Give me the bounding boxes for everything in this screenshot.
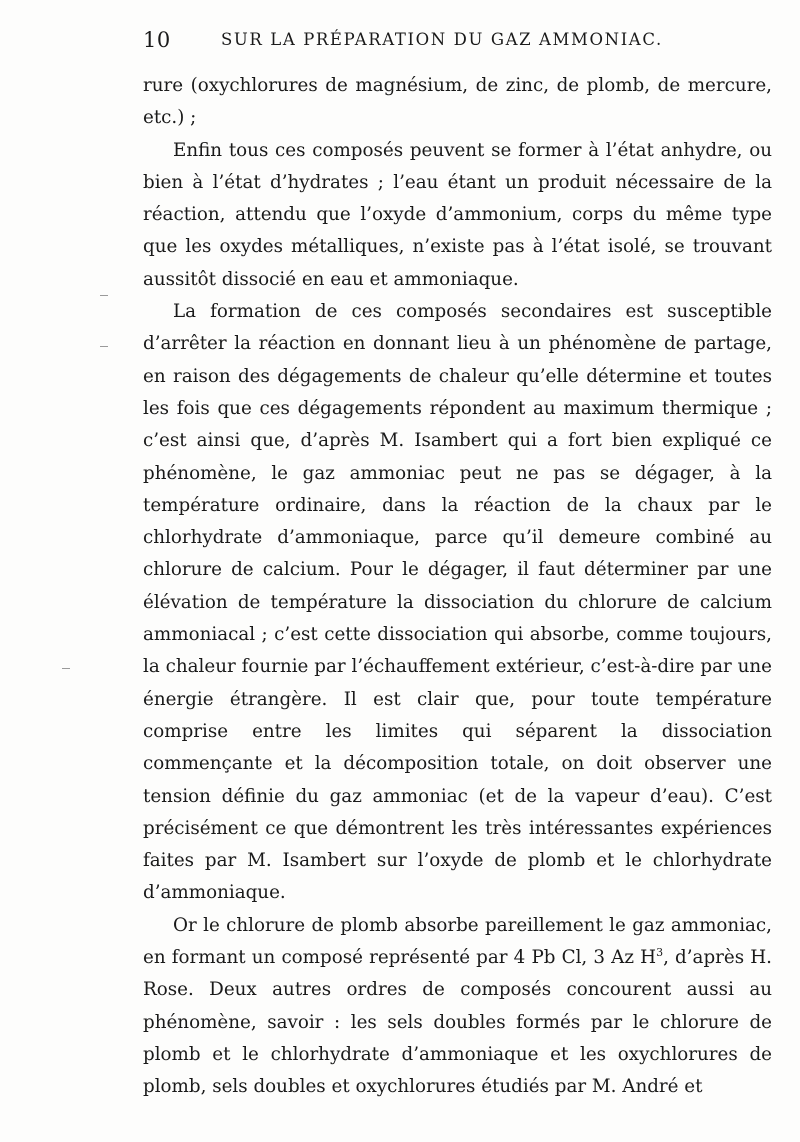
running-title: SUR LA PRÉPARATION DU GAZ AMMONIAC. <box>221 30 663 49</box>
paragraph <box>143 910 772 1104</box>
page-number: 10 <box>143 28 171 52</box>
margin-mark <box>100 346 108 347</box>
paragraph: rure (oxychlorures de magnésium, de zinc, de plomb, de mercure, etc.) ; <box>143 75 772 129</box>
body-text <box>143 70 772 1104</box>
paragraph-text: Or le chlorure de plomb absorbe pareillement le gaz ammoniac, en formant un composé représenté par 4 Pb Cl, 3 Az H <box>143 914 772 969</box>
paragraph: Enfin tous ces composés peuvent se former à l’état anhydre, ou bien à l’état d’hydrates ; l’eau étant un produit nécessaire de la réaction, attendu que l’oxyde d’ammonium, corps du même type que les oxydes métalliques, n’existe pas à l’état isolé, se trouvant aussitôt dissocié en eau et ammoniaque. <box>143 139 772 290</box>
superscript: 3 <box>656 945 664 959</box>
margin-mark <box>62 668 70 669</box>
running-head <box>143 28 683 58</box>
margin-mark <box>100 295 108 296</box>
paragraph-text: , d’après H. Rose. Deux autres ordres de composés concourent aussi au phénomène, savoir : les sels doubles formés par le chlorure de plomb et le chlorhydrate d’ammoniaque et les oxychlorures de plomb, sels doubles et oxychlorures étudiés par M. André et <box>143 947 772 1098</box>
paragraph: La formation de ces composés secondaires est susceptible d’arrêter la réaction en donnant lieu à un phénomène de partage, en raison des dégagements de chaleur qu’elle détermine et toutes les fois que ces dégagements répondent au maximum thermique ; c’est ainsi que, d’après M. Isambert qui a fort bien expliqué ce phénomène, le gaz ammoniac peut ne pas se dégager, à la température ordinaire, dans la réaction de la chaux par le chlorhydrate d’ammoniaque, parce qu’il demeure combiné au chlorure de calcium. Pour le dégager, il faut déterminer par une élévation de température la dissociation du chlorure de calcium ammoniacal ; c’est cette dissociation qui absorbe, comme toujours, la chaleur fournie par l’échauffement extérieur, c’est-à-dire par une énergie étrangère. Il est clair que, pour toute température comprise entre les limites qui séparent la dissociation commençante et la décomposition totale, on doit observer une tension définie du gaz ammoniac (et de la vapeur d’eau). C’est précisément ce que démontrent les très intéressantes expériences faites par M. Isambert sur l’oxyde de plomb et le chlorhydrate d’ammoniaque. <box>143 301 772 904</box>
